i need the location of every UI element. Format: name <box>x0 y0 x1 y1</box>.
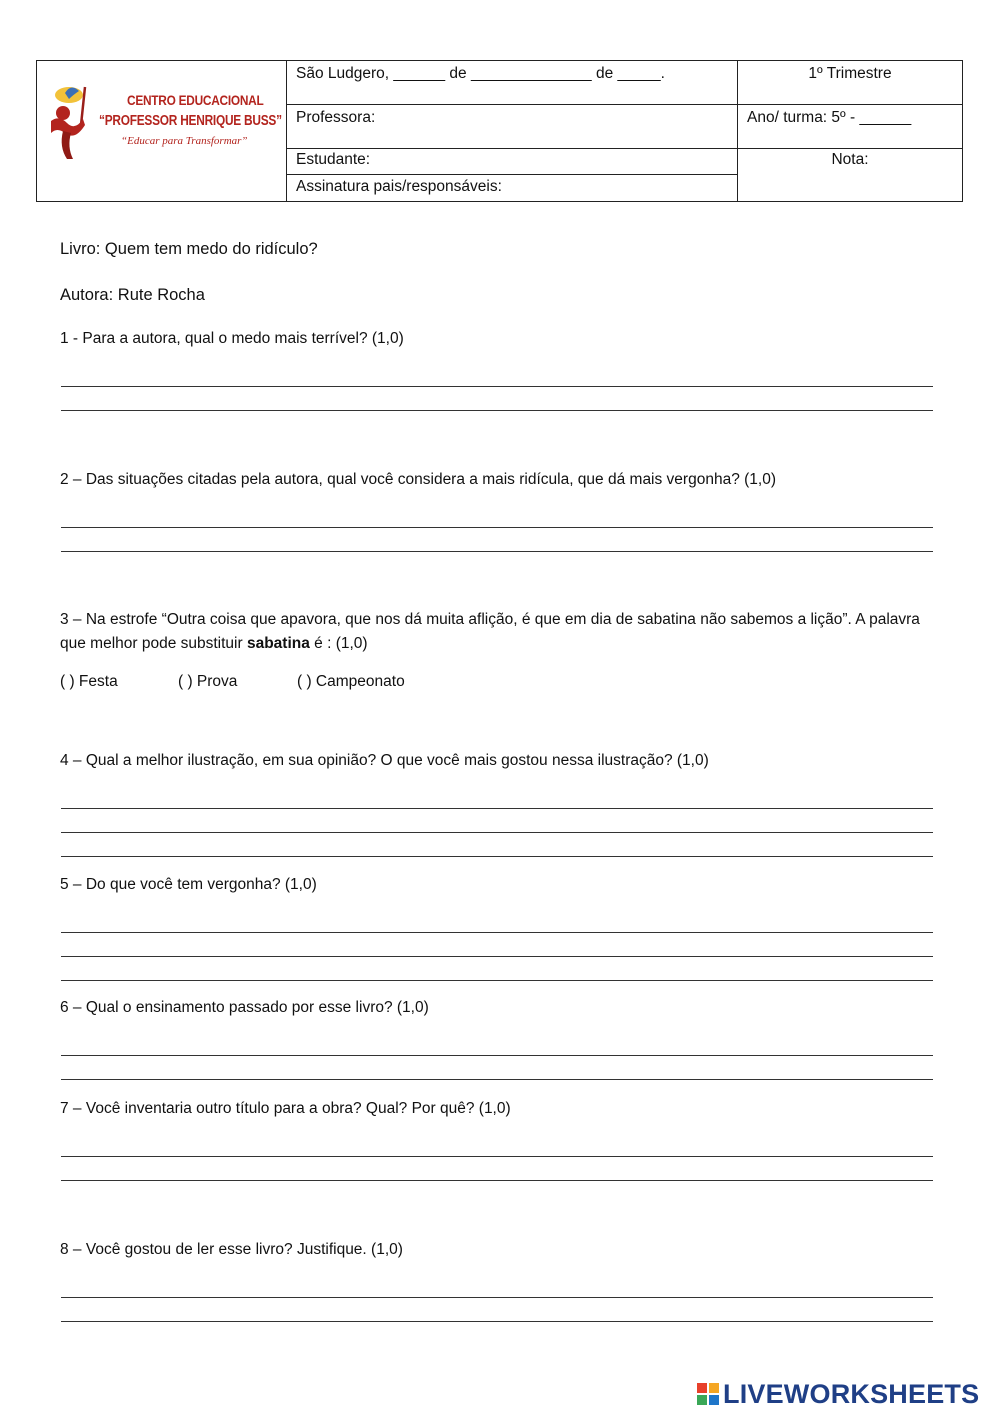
date-field[interactable]: São Ludgero, ______ de ______________ de _____. <box>296 65 665 82</box>
answer-line[interactable] <box>61 410 933 411</box>
answer-line[interactable] <box>61 932 933 933</box>
question-4: 4 – Qual a melhor ilustração, em sua opinião? O que você mais gostou nessa ilustração? (1,0) <box>60 752 709 769</box>
school-emblem-icon <box>45 85 105 165</box>
logo-tile <box>697 1383 707 1393</box>
answer-line[interactable] <box>61 551 933 552</box>
answer-line[interactable] <box>61 808 933 809</box>
header-table <box>36 60 963 202</box>
watermark-text: LIVEWORKSHEETS <box>723 1378 980 1409</box>
book-title: Livro: Quem tem medo do ridículo? <box>60 240 318 258</box>
trimester-label: 1º Trimestre <box>808 65 892 82</box>
answer-line[interactable] <box>61 856 933 857</box>
signature-field[interactable]: Assinatura pais/responsáveis: <box>296 178 502 195</box>
answer-line[interactable] <box>61 527 933 528</box>
logo-title-line2: “PROFESSOR HENRIQUE BUSS” <box>99 113 282 129</box>
answer-line[interactable] <box>61 1079 933 1080</box>
answer-line[interactable] <box>61 1180 933 1181</box>
grade-field[interactable]: Nota: <box>831 151 869 168</box>
question-3-text-end: é : (1,0) <box>309 635 368 652</box>
answer-line[interactable] <box>61 980 933 981</box>
student-field[interactable]: Estudante: <box>296 151 371 168</box>
question-1: 1 - Para a autora, qual o medo mais terrível? (1,0) <box>60 330 404 347</box>
option-campeonato[interactable]: ( ) Campeonato <box>297 673 405 690</box>
answer-line[interactable] <box>61 956 933 957</box>
logo-tile <box>709 1395 719 1405</box>
option-prova[interactable]: ( ) Prova <box>178 673 238 690</box>
school-logo <box>45 85 281 165</box>
logo-slogan: “Educar para Transformar” <box>121 135 248 147</box>
question-3-keyword: sabatina <box>246 635 310 652</box>
logo-title-line1: CENTRO EDUCACIONAL <box>127 93 264 108</box>
answer-line[interactable] <box>61 1321 933 1322</box>
option-festa[interactable]: ( ) Festa <box>60 673 118 690</box>
liveworksheets-logo-icon <box>697 1383 719 1405</box>
question-5: 5 – Do que você tem vergonha? (1,0) <box>60 876 317 893</box>
answer-line[interactable] <box>61 386 933 387</box>
teacher-field[interactable]: Professora: <box>296 109 376 126</box>
answer-line[interactable] <box>61 832 933 833</box>
answer-line[interactable] <box>61 1156 933 1157</box>
question-7: 7 – Você inventaria outro título para a obra? Qual? Por quê? (1,0) <box>60 1100 511 1117</box>
question-2: 2 – Das situações citadas pela autora, qual você considera a mais ridícula, que dá mais vergonha? (1,0) <box>60 471 776 488</box>
book-author: Autora: Rute Rocha <box>60 286 205 304</box>
logo-tile <box>709 1383 719 1393</box>
question-3-text: 3 – Na estrofe “Outra coisa que apavora, que nos dá muita aflição, é que em dia de sabatina não sabemos a lição”. A palavra que melhor pode substituir <box>60 611 920 652</box>
answer-line[interactable] <box>61 1055 933 1056</box>
class-field[interactable]: Ano/ turma: 5º - ______ <box>747 109 912 126</box>
question-6: 6 – Qual o ensinamento passado por esse livro? (1,0) <box>60 999 429 1016</box>
question-3 <box>60 608 935 656</box>
question-8: 8 – Você gostou de ler esse livro? Justifique. (1,0) <box>60 1241 403 1258</box>
answer-line[interactable] <box>61 1297 933 1298</box>
logo-tile <box>697 1395 707 1405</box>
liveworksheets-watermark <box>697 1378 979 1410</box>
